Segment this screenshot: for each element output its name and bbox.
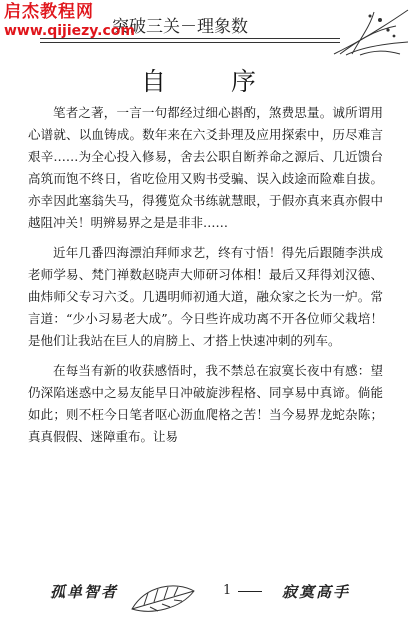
watermark-site-name: 启杰教程网 [4,2,94,22]
footer-left-motto: 孤单智者 [50,583,119,601]
page-number: 1 [223,583,232,598]
paragraph: 近年几番四海漂泊拜师求艺，终有寸悟！得先后跟随李洪成老师学易、梵门禅数赵晓声大师研习体相！最后又拜得刘汉德、曲炜师父专习六爻。几遇明师初通大道，融众家之长为一炉。常言道：“少小习易老大成”。今日些许成功离不开各位师父栽培！是他们让我站在巨人的肩膀上、才搭上快速冲刺的列车。 [28,245,383,348]
page-footer [0,579,417,619]
paragraph: 在每当有新的收获感悟时，我不禁总在寂寞长夜中有感：望仍深陷迷惑中之易友能早日冲破旋涉程格、同享易中真谛。倘能如此；则不枉今日笔者呕心沥血爬格之苦！当今易界龙蛇杂陈；真真假假、迷障重布。让易 [28,363,383,444]
orchid-decoration-icon [330,6,412,58]
header-rule-bottom [40,42,340,43]
page-title: 自 序 [140,67,276,96]
footer-dash [238,591,262,592]
leaf-decoration-icon [128,579,198,617]
watermark-url: www.qijiezy.com [4,23,135,39]
site-watermark [4,4,135,38]
preface-body [28,102,383,456]
paragraph: 笔者之著，一言一句都经过细心斟酌，煞费思量。诚所谓用心谱就、以血铸成。数年来在六爻卦理及应用探索中，历尽难言艰辛……为全心投入修易，舍去公职自断养命之源后、几近馈台高筑而饱不终日，省吃俭用又购书受骗、误入歧途而险难自拔。亦幸因此塞翁失马，得獲览众书练就慧眼，于假亦真来真亦假中越阻冲关！明辨易界之是是非非…… [28,105,383,230]
footer-right-motto: 寂寞高手 [282,583,351,601]
book-title-header: 突破三关－理象数 [112,17,248,37]
